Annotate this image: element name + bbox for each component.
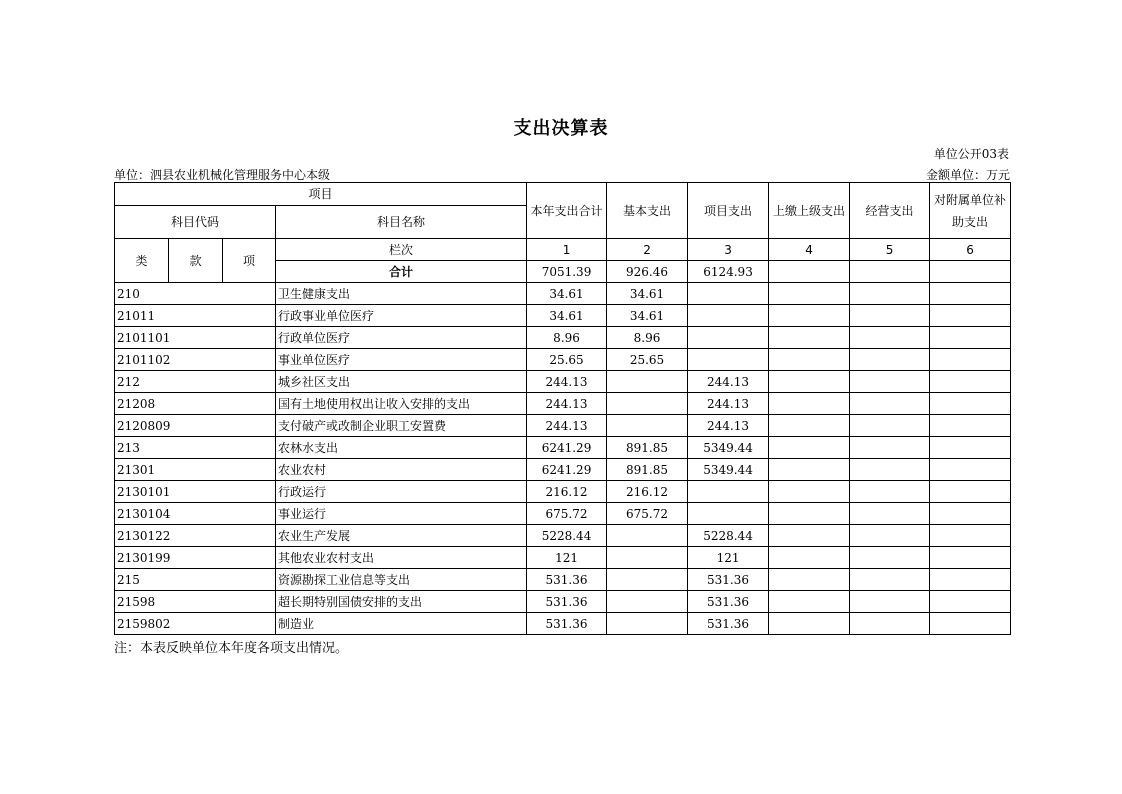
amount-cell-business: [850, 371, 930, 393]
col-index-4: 4: [769, 239, 850, 261]
subject-name-cell: 支付破产或改制企业职工安置费: [276, 415, 527, 437]
amount-cell-business: [850, 481, 930, 503]
amount-cell-superior: [769, 437, 850, 459]
amount-cell-superior: [769, 349, 850, 371]
amount-cell-total: 5228.44: [527, 525, 607, 547]
amount-cell-project: [688, 481, 769, 503]
subject-code-cell: 2120809: [115, 415, 276, 437]
page-title: 支出决算表: [513, 118, 609, 139]
col-index-3: 3: [688, 239, 769, 261]
header-item: 项目: [115, 183, 527, 206]
amount-cell-business: [850, 525, 930, 547]
total-value-project: 6124.93: [688, 261, 769, 283]
header-subject-name: 科目名称: [276, 206, 527, 239]
amount-cell-subsidy: [930, 503, 1011, 525]
subject-code-cell: 215: [115, 569, 276, 591]
amount-cell-project: 5349.44: [688, 459, 769, 481]
amount-cell-project: 531.36: [688, 591, 769, 613]
amount-cell-project: 121: [688, 547, 769, 569]
subject-code-cell: 213: [115, 437, 276, 459]
subject-name-cell: 行政单位医疗: [276, 327, 527, 349]
col-index-5: 5: [850, 239, 930, 261]
amount-cell-subsidy: [930, 459, 1011, 481]
table-row: [115, 415, 1011, 437]
amount-cell-basic: 8.96: [607, 327, 688, 349]
amount-cell-business: [850, 591, 930, 613]
amount-cell-total: 8.96: [527, 327, 607, 349]
subject-code-cell: 2130199: [115, 547, 276, 569]
amount-cell-subsidy: [930, 393, 1011, 415]
amount-cell-basic: 891.85: [607, 459, 688, 481]
amount-cell-total: 34.61: [527, 305, 607, 327]
subject-name-cell: 农业农村: [276, 459, 527, 481]
subject-name-cell: 行政事业单位医疗: [276, 305, 527, 327]
amount-cell-subsidy: [930, 525, 1011, 547]
subject-name-cell: 资源勘探工业信息等支出: [276, 569, 527, 591]
amount-cell-superior: [769, 547, 850, 569]
amount-cell-total: 244.13: [527, 393, 607, 415]
amount-cell-superior: [769, 569, 850, 591]
subject-name-cell: 制造业: [276, 613, 527, 635]
amount-cell-total: 675.72: [527, 503, 607, 525]
amount-cell-business: [850, 349, 930, 371]
header-kuan: 款: [169, 239, 223, 283]
subject-code-cell: 2130104: [115, 503, 276, 525]
table-row: [115, 349, 1011, 371]
amount-cell-business: [850, 437, 930, 459]
amount-cell-subsidy: [930, 415, 1011, 437]
amount-cell-basic: [607, 393, 688, 415]
form-number: 单位公开03表: [933, 147, 1009, 161]
amount-cell-project: 244.13: [688, 393, 769, 415]
header-col-business: 经营支出: [850, 183, 930, 239]
subject-code-cell: 2159802: [115, 613, 276, 635]
amount-cell-project: [688, 349, 769, 371]
amount-cell-basic: 216.12: [607, 481, 688, 503]
subject-name-cell: 其他农业农村支出: [276, 547, 527, 569]
amount-cell-subsidy: [930, 613, 1011, 635]
header-lanci: 栏次: [276, 239, 527, 261]
amount-cell-total: 25.65: [527, 349, 607, 371]
amount-cell-basic: 34.61: [607, 283, 688, 305]
amount-cell-basic: [607, 525, 688, 547]
amount-cell-business: [850, 569, 930, 591]
table-row: [115, 547, 1011, 569]
subject-name-cell: 农林水支出: [276, 437, 527, 459]
amount-cell-business: [850, 415, 930, 437]
amount-cell-superior: [769, 525, 850, 547]
amount-cell-superior: [769, 481, 850, 503]
amount-cell-business: [850, 327, 930, 349]
header-subject-code: 科目代码: [115, 206, 276, 239]
unit-label: 单位：泗县农业机械化管理服务中心本级: [114, 168, 331, 182]
header-col-superior: 上缴上级支出: [769, 183, 850, 239]
col-index-6: 6: [930, 239, 1011, 261]
amount-cell-project: [688, 305, 769, 327]
amount-cell-subsidy: [930, 283, 1011, 305]
subject-name-cell: 事业单位医疗: [276, 349, 527, 371]
amount-cell-basic: [607, 613, 688, 635]
amount-cell-superior: [769, 305, 850, 327]
amount-cell-business: [850, 305, 930, 327]
amount-cell-superior: [769, 503, 850, 525]
amount-cell-basic: 891.85: [607, 437, 688, 459]
amount-cell-subsidy: [930, 481, 1011, 503]
amount-cell-superior: [769, 393, 850, 415]
amount-cell-project: 531.36: [688, 613, 769, 635]
unit-line: [114, 166, 1010, 183]
header-row-3: [115, 239, 1011, 261]
amount-cell-project: [688, 327, 769, 349]
subject-name-cell: 卫生健康支出: [276, 283, 527, 305]
subject-code-cell: 2101102: [115, 349, 276, 371]
table-row: [115, 569, 1011, 591]
subject-code-cell: 21208: [115, 393, 276, 415]
amount-cell-subsidy: [930, 305, 1011, 327]
total-label: 合计: [276, 261, 527, 283]
table-row: [115, 613, 1011, 635]
amount-cell-basic: 675.72: [607, 503, 688, 525]
amount-cell-business: [850, 547, 930, 569]
amount-cell-superior: [769, 613, 850, 635]
subject-name-cell: 行政运行: [276, 481, 527, 503]
amount-cell-business: [850, 503, 930, 525]
amount-cell-basic: [607, 591, 688, 613]
table-row: [115, 437, 1011, 459]
expenditure-table: [114, 182, 1011, 635]
amount-cell-basic: 25.65: [607, 349, 688, 371]
amount-cell-project: [688, 503, 769, 525]
table-row: [115, 305, 1011, 327]
header-xiang: 项: [223, 239, 276, 283]
amount-cell-basic: [607, 415, 688, 437]
table-note: 注：本表反映单位本年度各项支出情况。: [114, 641, 349, 656]
table-row: [115, 591, 1011, 613]
col-index-2: 2: [607, 239, 688, 261]
subject-code-cell: 2130101: [115, 481, 276, 503]
amount-cell-basic: [607, 371, 688, 393]
total-value-basic: 926.46: [607, 261, 688, 283]
amount-cell-subsidy: [930, 437, 1011, 459]
amount-cell-total: 121: [527, 547, 607, 569]
amount-cell-project: 5228.44: [688, 525, 769, 547]
amount-cell-subsidy: [930, 569, 1011, 591]
table-row: [115, 327, 1011, 349]
table-row: [115, 459, 1011, 481]
amount-cell-total: 531.36: [527, 613, 607, 635]
amount-cell-total: 6241.29: [527, 437, 607, 459]
amount-cell-superior: [769, 591, 850, 613]
amount-cell-subsidy: [930, 547, 1011, 569]
subject-code-cell: 21598: [115, 591, 276, 613]
amount-cell-total: 34.61: [527, 283, 607, 305]
table-row: [115, 481, 1011, 503]
amount-cell-business: [850, 283, 930, 305]
amount-cell-total: 244.13: [527, 371, 607, 393]
amount-cell-subsidy: [930, 327, 1011, 349]
col-index-1: 1: [527, 239, 607, 261]
amount-cell-basic: [607, 547, 688, 569]
amount-cell-business: [850, 393, 930, 415]
amount-cell-subsidy: [930, 591, 1011, 613]
amount-cell-project: 244.13: [688, 415, 769, 437]
amount-cell-project: 531.36: [688, 569, 769, 591]
subject-name-cell: 超长期特别国债安排的支出: [276, 591, 527, 613]
subject-name-cell: 城乡社区支出: [276, 371, 527, 393]
amount-cell-project: [688, 283, 769, 305]
subject-code-cell: 21011: [115, 305, 276, 327]
amount-cell-superior: [769, 327, 850, 349]
amount-cell-project: 244.13: [688, 371, 769, 393]
subject-name-cell: 国有土地使用权出让收入安排的支出: [276, 393, 527, 415]
amount-cell-total: 6241.29: [527, 459, 607, 481]
subject-code-cell: 2101101: [115, 327, 276, 349]
total-value-subsidy: [930, 261, 1011, 283]
amount-cell-subsidy: [930, 349, 1011, 371]
header-lei: 类: [115, 239, 169, 283]
amount-unit-label: 金额单位：万元: [925, 168, 1010, 182]
header-col-project: 项目支出: [688, 183, 769, 239]
subject-code-cell: 2130122: [115, 525, 276, 547]
table-body: [115, 183, 1011, 635]
amount-cell-superior: [769, 371, 850, 393]
subject-name-cell: 农业生产发展: [276, 525, 527, 547]
amount-cell-total: 216.12: [527, 481, 607, 503]
table-row: [115, 283, 1011, 305]
table-row: [115, 393, 1011, 415]
total-value-business: [850, 261, 930, 283]
amount-cell-superior: [769, 459, 850, 481]
total-value-superior: [769, 261, 850, 283]
header-col-basic: 基本支出: [607, 183, 688, 239]
amount-cell-superior: [769, 415, 850, 437]
subject-code-cell: 21301: [115, 459, 276, 481]
amount-cell-basic: 34.61: [607, 305, 688, 327]
header-col-total: 本年支出合计: [527, 183, 607, 239]
amount-cell-project: 5349.44: [688, 437, 769, 459]
amount-cell-subsidy: [930, 371, 1011, 393]
amount-cell-total: 531.36: [527, 591, 607, 613]
header-col-subsidy: 对附属单位补助支出: [930, 183, 1011, 239]
amount-cell-total: 531.36: [527, 569, 607, 591]
amount-cell-business: [850, 459, 930, 481]
amount-cell-basic: [607, 569, 688, 591]
subject-code-cell: 212: [115, 371, 276, 393]
amount-cell-business: [850, 613, 930, 635]
table-row: [115, 525, 1011, 547]
header-row-1: [115, 183, 1011, 206]
subject-name-cell: 事业运行: [276, 503, 527, 525]
amount-cell-total: 244.13: [527, 415, 607, 437]
table-row: [115, 503, 1011, 525]
table-row: [115, 371, 1011, 393]
subject-code-cell: 210: [115, 283, 276, 305]
total-value-total: 7051.39: [527, 261, 607, 283]
amount-cell-superior: [769, 283, 850, 305]
